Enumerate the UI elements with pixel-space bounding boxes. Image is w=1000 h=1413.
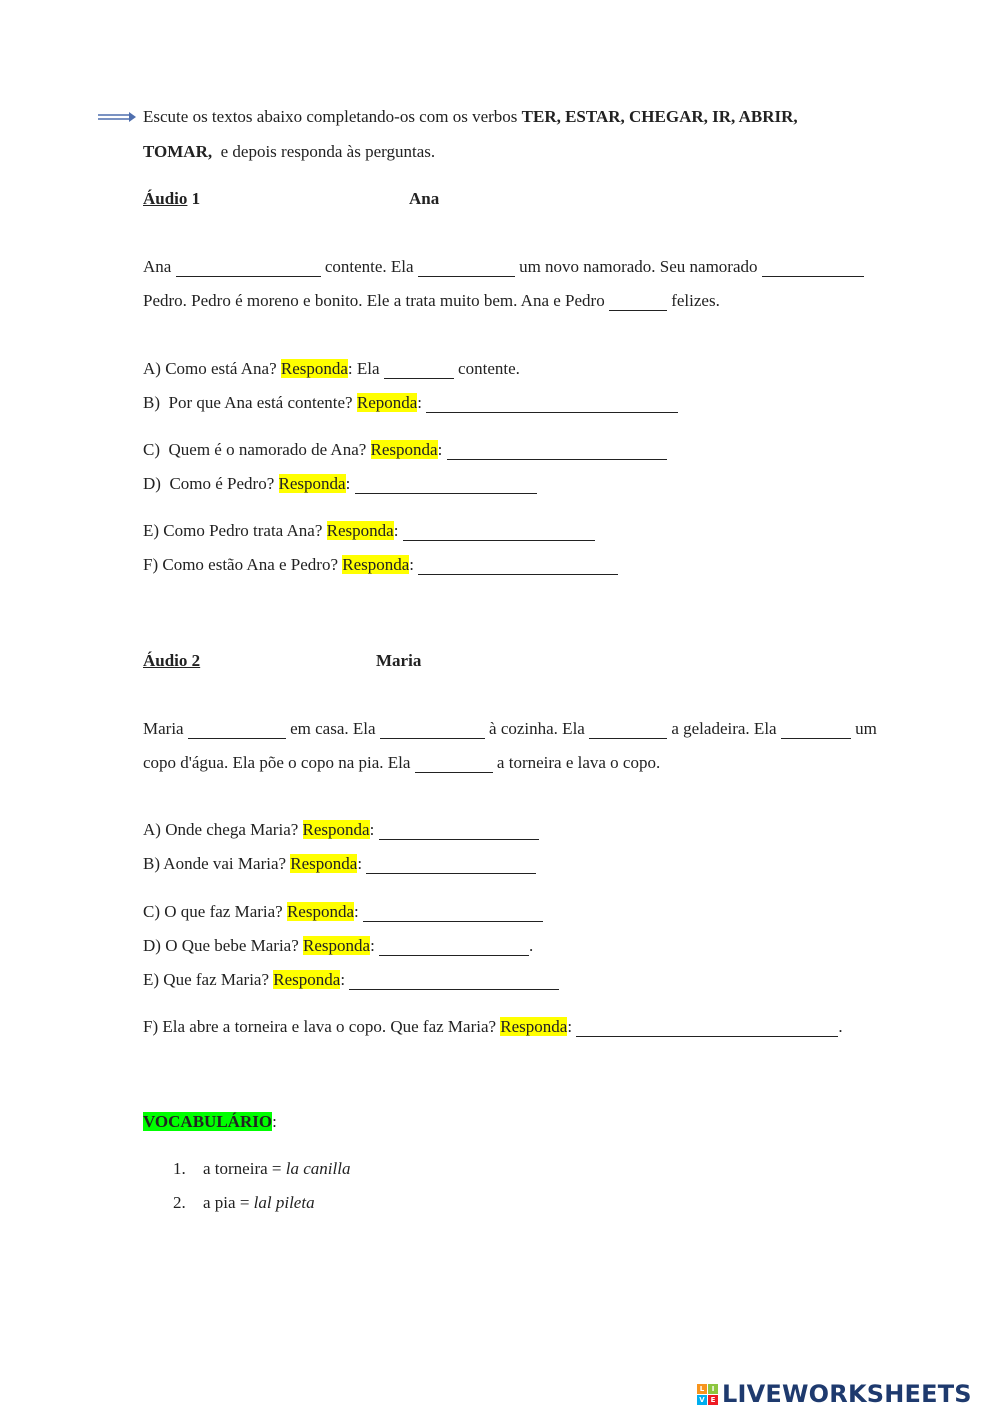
vocabulary-number: 2. [173, 1193, 186, 1212]
instruction-verbs-2: TOMAR, [143, 142, 213, 161]
right-arrow-icon [98, 112, 136, 122]
question-text: F) Como estão Ana e Pedro? [143, 555, 343, 574]
question-text: C) O que faz Maria? [143, 902, 287, 921]
responda-label: Responda [342, 555, 410, 574]
audio2-question-e [143, 969, 559, 991]
audio2-name: Maria [376, 651, 422, 670]
responda-label: Responda [290, 854, 358, 873]
vocabulary-colon: : [272, 1112, 277, 1131]
audio1-question-a [143, 358, 520, 380]
text-segment: um [850, 719, 877, 738]
blank-input[interactable] [188, 722, 286, 739]
text-segment: um novo namorado. Seu namorado [514, 257, 762, 276]
audio2-question-c [143, 901, 543, 923]
text-segment: à cozinha. Ela [484, 719, 590, 738]
blank-input[interactable] [418, 260, 515, 277]
question-text: F) Ela abre a torneira e lava o copo. Que faz Maria? [143, 1017, 501, 1036]
answer-input[interactable] [403, 524, 595, 541]
audio2-text-line-1 [143, 718, 877, 740]
question-text: : [393, 521, 403, 540]
audio1-question-d [143, 473, 537, 495]
question-text: D) Como é Pedro? [143, 474, 279, 493]
audio2-question-a [143, 819, 539, 841]
responda-label: Responda [500, 1017, 568, 1036]
text-segment: Ana [143, 257, 176, 276]
question-text: : [417, 393, 427, 412]
blank-input[interactable] [380, 722, 485, 739]
answer-input[interactable] [418, 558, 618, 575]
question-text: : [567, 1017, 577, 1036]
question-text: B) Por que Ana está contente? [143, 393, 357, 412]
audio1-text-line-2 [143, 290, 720, 312]
responda-label: Responda [370, 440, 438, 459]
audio1-heading [143, 188, 200, 210]
audio2-heading [143, 650, 200, 672]
liveworksheets-logo-icon [697, 1384, 718, 1405]
logo-tile: E [708, 1395, 718, 1405]
answer-input[interactable] [379, 823, 539, 840]
question-text: : [357, 854, 367, 873]
text-segment: Maria [143, 719, 188, 738]
answer-input[interactable] [384, 362, 454, 379]
responda-label: Responda [278, 474, 346, 493]
audio1-question-f [143, 554, 618, 576]
liveworksheets-logo [697, 1379, 972, 1409]
answer-input[interactable] [355, 477, 537, 494]
blank-input[interactable] [762, 260, 864, 277]
vocabulary-heading [143, 1111, 277, 1133]
question-text: E) Que faz Maria? [143, 970, 274, 989]
vocabulary-es: la canilla [285, 1159, 351, 1178]
responda-label: Responda [303, 936, 371, 955]
question-tail: . [838, 1017, 843, 1036]
vocabulary-title: VOCABULÁRIO [143, 1112, 273, 1131]
question-text: : [354, 902, 363, 921]
responda-label: Responda [273, 970, 341, 989]
responda-label: Reponda [356, 393, 418, 412]
question-text: : [340, 970, 350, 989]
instruction-line-2 [143, 141, 435, 163]
audio2-label: Áudio 2 [143, 651, 201, 670]
text-segment: felizes. [666, 291, 720, 310]
answer-input[interactable] [447, 443, 667, 460]
blank-input[interactable] [415, 756, 493, 773]
text-segment: a geladeira. Ela [667, 719, 781, 738]
answer-input[interactable] [379, 939, 529, 956]
audio2-question-f [143, 1016, 843, 1038]
logo-text: LIVEWORKSHEETS [722, 1380, 972, 1408]
responda-label: Responda [302, 820, 370, 839]
question-text: : [409, 555, 419, 574]
question-text: D) O Que bebe Maria? [143, 936, 304, 955]
question-text: : Ela [347, 359, 384, 378]
question-text: C) Quem é o namorado de Ana? [143, 440, 371, 459]
question-text: : [437, 440, 447, 459]
instruction-text: Escute os textos abaixo completando-os com os verbos [143, 107, 522, 126]
text-segment: a torneira e lava o copo. [492, 753, 661, 772]
responda-label: Responda [326, 521, 394, 540]
text-segment: copo d'água. Ela põe o copo na pia. Ela [143, 753, 415, 772]
vocabulary-pt: a pia = [203, 1193, 254, 1212]
question-text: : [370, 936, 380, 955]
audio2-question-d [143, 935, 533, 957]
vocabulary-number: 1. [173, 1159, 186, 1178]
audio1-name: Ana [409, 189, 440, 208]
question-tail: contente. [453, 359, 520, 378]
blank-input[interactable] [589, 722, 667, 739]
answer-input[interactable] [349, 973, 559, 990]
vocabulary-item [173, 1158, 350, 1180]
audio1-question-c [143, 439, 667, 461]
question-text: A) Onde chega Maria? [143, 820, 303, 839]
question-text: E) Como Pedro trata Ana? [143, 521, 327, 540]
logo-tile: L [697, 1384, 707, 1394]
question-text: : [345, 474, 355, 493]
text-segment: Pedro. Pedro é moreno e bonito. Ele a trata muito bem. Ana e Pedro [143, 291, 609, 310]
logo-tile: I [708, 1384, 718, 1394]
audio1-question-b [143, 392, 678, 414]
answer-input[interactable] [576, 1020, 838, 1037]
vocabulary-es: lal pileta [253, 1193, 315, 1212]
audio1-number: 1 [187, 189, 201, 208]
instruction-line-1 [143, 106, 798, 128]
instruction-verbs: TER, ESTAR, CHEGAR, IR, ABRIR, [521, 107, 798, 126]
vocabulary-item [173, 1192, 315, 1214]
responda-label: Responda [286, 902, 355, 921]
question-text: B) Aonde vai Maria? [143, 854, 291, 873]
answer-input[interactable] [366, 857, 536, 874]
text-segment: contente. Ela [320, 257, 418, 276]
audio1-text-line-1 [143, 256, 864, 278]
audio1-label: Áudio [143, 189, 188, 208]
answer-input[interactable] [363, 905, 543, 922]
audio2-text-line-2 [143, 752, 660, 774]
vocabulary-pt: a torneira = [203, 1159, 286, 1178]
text-segment: em casa. Ela [285, 719, 380, 738]
responda-label: Responda [280, 359, 348, 378]
instruction-suffix: e depois responda às perguntas. [212, 142, 436, 161]
logo-tile: V [697, 1395, 707, 1405]
question-text: : [369, 820, 379, 839]
blank-input[interactable] [176, 260, 321, 277]
answer-input[interactable] [426, 396, 678, 413]
audio2-question-b [143, 853, 536, 875]
blank-input[interactable] [609, 294, 667, 311]
question-tail: . [529, 936, 534, 955]
blank-input[interactable] [781, 722, 851, 739]
question-text: A) Como está Ana? [143, 359, 281, 378]
audio1-question-e [143, 520, 595, 542]
